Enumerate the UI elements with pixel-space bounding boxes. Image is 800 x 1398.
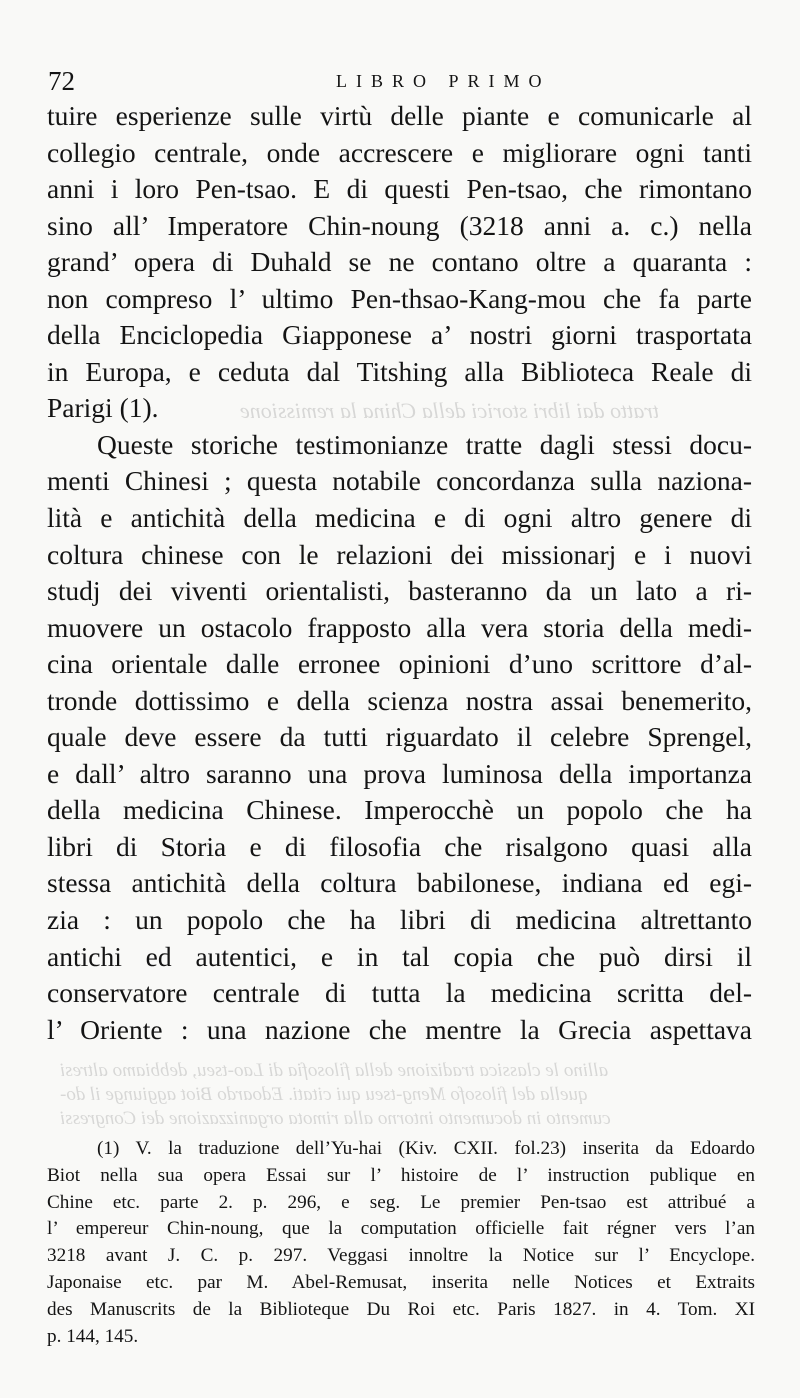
text-line: l’ Oriente : una nazione che mentre la Grecia aspettava xyxy=(47,1013,752,1045)
footnote-line: Japonaise etc. par M. Abel-Remusat, inserita nelle Notices et Extraits xyxy=(47,1271,755,1293)
text-line: libri di Storia e di filosofia che risalgono quasi alla xyxy=(47,830,752,862)
text-line: muovere un ostacolo frapposto alla vera storia della medi- xyxy=(47,611,752,643)
body-text xyxy=(47,98,752,1048)
running-head: LIBRO PRIMO xyxy=(336,71,551,91)
text-line: non compreso l’ ultimo Pen-thsao-Kang-mou che fa parte xyxy=(47,282,752,314)
text-line: Queste storiche testimonianze tratte dagli stessi docu- xyxy=(97,428,752,460)
show-through-text: quella del filosofo Meng-tseu qui citati. Edoardo Biot aggiunge il do- xyxy=(60,1084,588,1105)
text-line: grand’ opera di Duhald se ne contano oltre a quaranta : xyxy=(47,246,752,278)
text-line: anni i loro Pen-tsao. E di questi Pen-tsao, che rimontano xyxy=(47,173,752,205)
text-line: stessa antichità della coltura babilonese, indiana ed egi- xyxy=(47,867,752,899)
text-line: conservatore centrale di tutta la medicina scritta del- xyxy=(47,977,752,1009)
footnote-line: l’ empereur Chin-noung, que la computation officielle fait régner vers l’an xyxy=(47,1218,755,1240)
text-line: della medicina Chinese. Imperocchè un popolo che ha xyxy=(47,794,752,826)
text-line: zia : un popolo che ha libri di medicina altrettanto xyxy=(47,904,752,936)
show-through-text: cumento in documento intorno alla rimota organizzazione dei Congressi xyxy=(60,1108,611,1129)
text-line: della Enciclopedia Giapponese a’ nostri giorni trasportata xyxy=(47,319,752,351)
show-through-text: tratto dai libri storici della China la remissione xyxy=(240,398,660,423)
text-line: e dall’ altro saranno una prova luminosa della importanza xyxy=(47,757,752,789)
text-line: antichi ed autentici, e in tal copia che può dirsi il xyxy=(47,940,752,972)
text-line: coltura chinese con le relazioni dei missionarj e i nuovi xyxy=(47,538,752,570)
footnotes xyxy=(47,1136,755,1350)
footnote-line: Chine etc. parte 2. p. 296, e seg. Le premier Pen-tsao est attribué a xyxy=(47,1191,755,1213)
text-line: menti Chinesi ; questa notabile concordanza sulla naziona- xyxy=(47,465,752,497)
footnote-line: Biot nella sua opera Essai sur l’ histoire de l’ instruction publique en xyxy=(47,1164,755,1186)
text-line: in Europa, e ceduta dal Titshing alla Biblioteca Reale di xyxy=(47,355,752,387)
text-line: quale deve essere da tutti riguardato il celebre Sprengel, xyxy=(47,721,752,753)
text-line: tronde dottissimo e della scienza nostra assai benemerito, xyxy=(47,684,752,716)
text-line: Parigi (1). xyxy=(47,392,159,424)
text-line: sino all’ Imperatore Chin-noung (3218 anni a. c.) nella xyxy=(47,209,752,241)
text-line: cina orientale dalle erronee opinioni d’uno scrittore d’al- xyxy=(47,648,752,680)
text-line: studj dei viventi orientalisti, basteranno da un lato a ri- xyxy=(47,575,752,607)
show-through-text: allino le classica tradizione della filosofia di Lao-tseu, debbiamo altresi xyxy=(60,1060,609,1081)
text-line: collegio centrale, onde accrescere e migliorare ogni tanti xyxy=(47,136,752,168)
footnote-line: (1) V. la traduzione dell’Yu-hai (Kiv. CXII. fol.23) inserita da Edoardo xyxy=(97,1138,755,1159)
text-line: tuire esperienze sulle virtù delle piante e comunicarle al xyxy=(47,100,752,131)
footnote-line: p. 144, 145. xyxy=(47,1325,139,1347)
page-number: 72 xyxy=(48,66,75,96)
text-line: lità e antichità della medicina e di ogni altro genere di xyxy=(47,502,752,534)
footnote-line: des Manuscrits de la Biblioteque Du Roi etc. Paris 1827. in 4. Tom. XI xyxy=(47,1298,755,1320)
footnote-line: 3218 avant J. C. p. 297. Veggasi innoltre la Notice sur l’ Encyclope. xyxy=(47,1245,755,1267)
